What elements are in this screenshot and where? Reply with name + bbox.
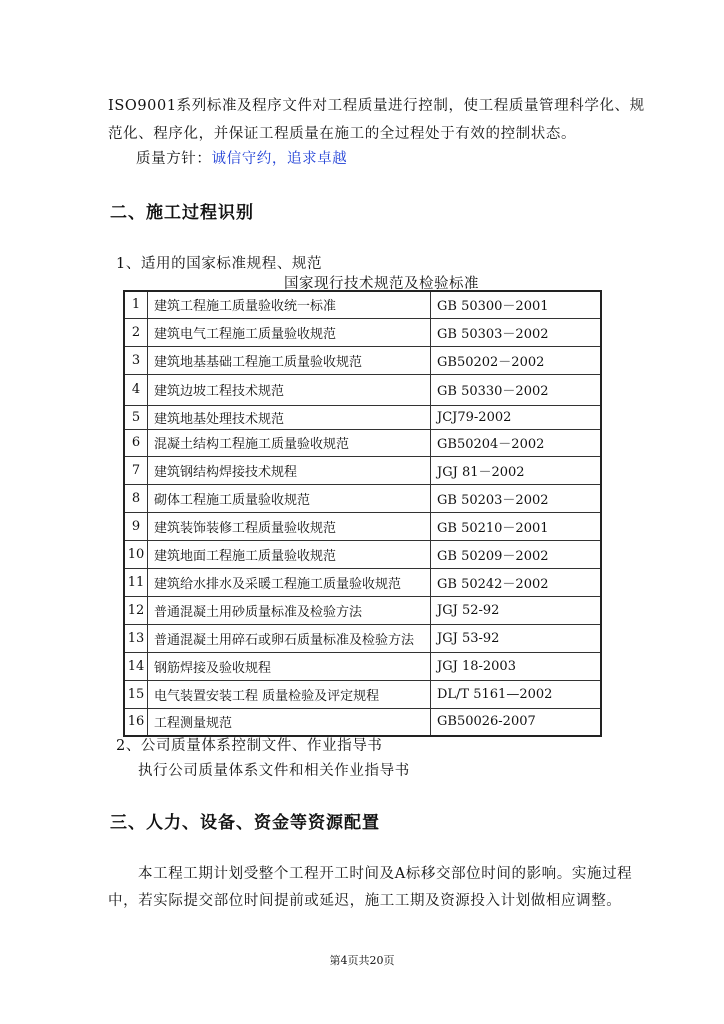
quality-policy-value: 诚信守约，追求卓越 [211,151,348,167]
standard-name: 建筑工程施工质量验收统一标准 [148,291,431,318]
row-number: 11 [124,568,148,596]
section-3-line-1: 本工程工期计划受整个工程开工时间及A标移交部位时间的影响。实施过程 [138,866,633,882]
standard-name: 钢筋焊接及验收规程 [148,652,431,680]
section-2-item-2-text: 执行公司质量体系文件和相关作业指导书 [138,763,410,779]
standard-name: 普通混凝土用砂质量标准及检验方法 [148,596,431,624]
row-number: 13 [124,624,148,652]
standard-code: GB50204－2002 [431,429,602,456]
standard-name: 建筑钢结构焊接技术规程 [148,456,431,484]
standards-table [123,290,602,737]
standard-name: 建筑边坡工程技术规范 [148,374,431,405]
table-row [124,568,601,596]
standard-code: JGJ 81－2002 [431,456,602,484]
standard-code: DL/T 5161—2002 [431,680,602,708]
page-footer: 第4页共20页 [329,954,395,967]
table-row [124,374,601,405]
table-row [124,512,601,540]
standard-name: 工程测量规范 [148,708,431,736]
standard-name: 建筑装饰装修工程质量验收规范 [148,512,431,540]
standard-code: JGJ 18-2003 [431,652,602,680]
standard-name: 砌体工程施工质量验收规范 [148,484,431,512]
standard-code: JGJ 53-92 [431,624,602,652]
row-number: 12 [124,596,148,624]
standard-code: GB 50242－2002 [431,568,602,596]
table-row [124,291,601,318]
table-row [124,652,601,680]
standard-code: GB 50303－2002 [431,318,602,346]
section-3-line-2: 中，若实际提交部位时间提前或延迟，施工工期及资源投入计划做相应调整。 [108,893,622,909]
section-3-heading: 三、人力、设备、资金等资源配置 [110,813,380,833]
section-2-item-1: 1、适用的国家标准规程、规范 [116,256,323,272]
standard-code: GB 50210－2001 [431,512,602,540]
row-number: 6 [124,429,148,456]
row-number: 2 [124,318,148,346]
table-row [124,596,601,624]
table-row [124,680,601,708]
row-number: 3 [124,346,148,374]
table-row [124,624,601,652]
standard-name: 普通混凝土用碎石或卵石质量标准及检验方法 [148,624,431,652]
standard-code: JGJ 52-92 [431,596,602,624]
table-row [124,484,601,512]
standard-name: 建筑地基处理技术规范 [148,405,431,429]
table-row [124,708,601,736]
standard-name: 建筑电气工程施工质量验收规范 [148,318,431,346]
row-number: 1 [124,291,148,318]
quality-policy [136,149,347,169]
row-number: 16 [124,708,148,736]
standard-code: GB 50209－2002 [431,540,602,568]
standard-name: 建筑给水排水及采暖工程施工质量验收规范 [148,568,431,596]
standard-code: JCJ79-2002 [431,405,602,429]
section-2-item-2: 2、公司质量体系控制文件、作业指导书 [116,738,383,754]
table-caption: 国家现行技术规范及检验标准 [284,276,479,292]
table-row [124,318,601,346]
quality-policy-label: 质量方针： [136,151,212,167]
table-row [124,540,601,568]
intro-line-2: 范化、程序化，并保证工程质量在施工的全过程处于有效的控制状态。 [108,126,577,142]
table-row [124,456,601,484]
standard-name: 建筑地面工程施工质量验收规范 [148,540,431,568]
table-row [124,405,601,429]
section-2-heading: 二、施工过程识别 [110,203,254,223]
table-row [124,346,601,374]
standard-code: GB 50330－2002 [431,374,602,405]
row-number: 14 [124,652,148,680]
standard-code: GB50026-2007 [431,708,602,736]
standard-code: GB 50300－2001 [431,291,602,318]
row-number: 10 [124,540,148,568]
standard-name: 建筑地基基础工程施工质量验收规范 [148,346,431,374]
standard-name: 混凝土结构工程施工质量验收规范 [148,429,431,456]
row-number: 8 [124,484,148,512]
row-number: 9 [124,512,148,540]
row-number: 7 [124,456,148,484]
intro-line-1: ISO9001系列标准及程序文件对工程质量进行控制，使工程质量管理科学化、规 [108,98,645,114]
table-row [124,429,601,456]
standard-name: 电气装置安装工程 质量检验及评定规程 [148,680,431,708]
row-number: 5 [124,405,148,429]
standard-code: GB 50203－2002 [431,484,602,512]
row-number: 15 [124,680,148,708]
standard-code: GB50202－2002 [431,346,602,374]
row-number: 4 [124,374,148,405]
